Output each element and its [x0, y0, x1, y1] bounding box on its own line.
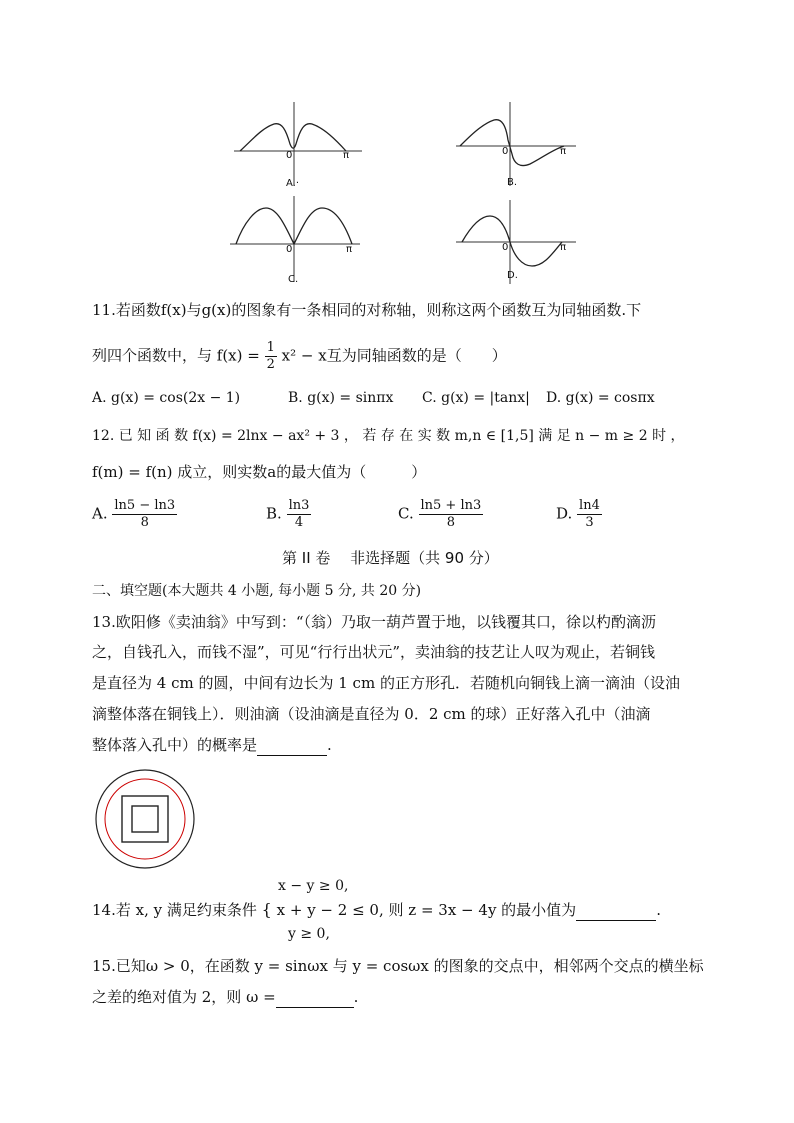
q11-option-a[interactable]: A. g(x) = cos(2x − 1) [92, 390, 241, 406]
q12-option-d-frac [577, 498, 602, 531]
graph-c-x-mark: π [346, 244, 353, 255]
q14-prefix: 14.若 x, y 满足约束条件 [92, 901, 257, 919]
q12-option-b-den: 4 [294, 515, 304, 530]
q12-option-c-frac [419, 498, 484, 531]
q11-frac-num: 1 [266, 340, 275, 355]
graph-b [452, 100, 582, 192]
graph-d-label: D. [507, 270, 518, 281]
q12-option-b-prefix: B. [266, 504, 282, 523]
section-title: 二、填空题(本大题共 4 小题, 每小题 5 分, 共 20 分) [92, 583, 422, 599]
q13-line-1: 13.欧阳修《卖油翁》中写到：“（翁）乃取一葫芦置于地，以钱覆其口，徐以杓酌滴沥 [92, 613, 657, 631]
q12-option-a-frac [112, 498, 177, 531]
graph-b-label: B. [507, 177, 518, 188]
q11-option-c[interactable]: C. g(x) = |tanx| [422, 390, 530, 406]
graph-c-label: C. [288, 274, 299, 285]
q12-line2: f(m) = f(n) 成立，则实数a的最大值为（ ） [92, 463, 427, 481]
q14-constraint-1: x − y ≥ 0, [278, 878, 349, 894]
q12-line1: 12. 已 知 函 数 f(x) = 2lnx − ax² + 3 ， 若 存 在 实 数 m,n ∈ [1,5] 满 足 n − m ≥ 2 时 ， [92, 428, 685, 444]
q15-line2 [92, 987, 358, 1008]
q13-last-line: 整体落入孔中）的概率是 [92, 736, 258, 754]
q11-option-d[interactable]: D. g(x) = cosπx [546, 390, 655, 406]
q14-brace: { [261, 900, 272, 919]
q12-option-a-den: 8 [140, 515, 149, 530]
q12-option-a-num: ln5 − ln3 [114, 498, 176, 513]
q15-answer-blank[interactable] [276, 987, 354, 1008]
graph-d [452, 198, 582, 290]
graph-c-origin: 0 [286, 244, 293, 255]
q15-end: . [353, 988, 359, 1006]
q14-constraint-2: x + y − 2 ≤ 0, [276, 901, 384, 919]
q12-option-d-num: ln4 [579, 498, 600, 513]
coin-svg [94, 768, 196, 870]
q13-line-5 [92, 735, 332, 756]
q12-option-c-den: 8 [446, 515, 456, 530]
q12-option-a[interactable] [92, 498, 177, 531]
graph-a-x-mark: π [343, 150, 350, 161]
q13-end: . [327, 736, 332, 754]
q12-option-c-num: ln5 + ln3 [420, 498, 482, 513]
q13-line-3: 是直径为 4 cm 的圆，中间有边长为 1 cm 的正方形孔．若随机向铜钱上滴一滴油（设油 [92, 674, 680, 692]
graph-d-origin: 0 [502, 242, 509, 253]
q12-option-b-frac [287, 498, 312, 531]
graph-b-x-mark: π [560, 146, 567, 157]
graph-a-origin: 0 [286, 150, 293, 161]
q11-line2 [92, 340, 507, 373]
q14-answer-blank[interactable] [576, 900, 656, 921]
q11-line2-post: x² − x互为同轴函数的是（ ） [281, 346, 507, 365]
q11-line1: 11.若函数f(x)与g(x)的图象有一条相同的对称轴，则称这两个函数互为同轴函数.下 [92, 301, 642, 319]
q13-line-4: 滴整体落在铜钱上）．则油滴（设油滴是直径为 0．2 cm 的球）正好落入孔中（油滴 [92, 705, 651, 723]
coin-figure [94, 768, 196, 870]
q12-option-b-num: ln3 [288, 498, 310, 513]
graph-c [226, 194, 366, 288]
q14-end: . [656, 901, 661, 919]
part2-title: 第 II 卷 非选择题（共 90 分） [282, 549, 499, 567]
q12-option-d-den: 3 [585, 515, 594, 530]
q12-option-a-prefix: A. [92, 504, 108, 523]
q11-option-b[interactable]: B. g(x) = sinπx [288, 390, 394, 406]
q12-option-b[interactable] [266, 498, 311, 531]
q11-frac-den: 2 [266, 357, 275, 372]
graph-a-label: A.· [286, 178, 300, 189]
q12-option-d[interactable] [556, 498, 602, 531]
q12-option-d-prefix: D. [556, 504, 573, 523]
q11-line2-pre: 列四个函数中，与 f(x) = [92, 346, 265, 365]
q13-line-2: 之，自钱孔入，而钱不湿”，可见“行行出状元”，卖油翁的技艺让人叹为观止，若铜钱 [92, 643, 656, 661]
q14-mid: 则 z = 3x − 4y 的最小值为 [388, 901, 577, 919]
q12-option-c[interactable] [398, 498, 483, 531]
graph-d-x-mark: π [560, 242, 567, 253]
graph-b-origin: 0 [502, 146, 509, 157]
q13-answer-blank[interactable] [257, 735, 327, 756]
q14-constraint-3: y ≥ 0, [288, 926, 330, 942]
q14-main-line [92, 900, 661, 921]
q15-line1: 15.已知ω > 0，在函数 y = sinωx 与 y = cosωx 的图象的交点中，相邻两个交点的横坐标 [92, 957, 704, 975]
q15-line2-text: 之差的绝对值为 2，则 ω = [92, 988, 276, 1006]
q11-fraction [265, 340, 277, 373]
q12-option-c-prefix: C. [398, 504, 414, 523]
graph-a [228, 100, 368, 192]
